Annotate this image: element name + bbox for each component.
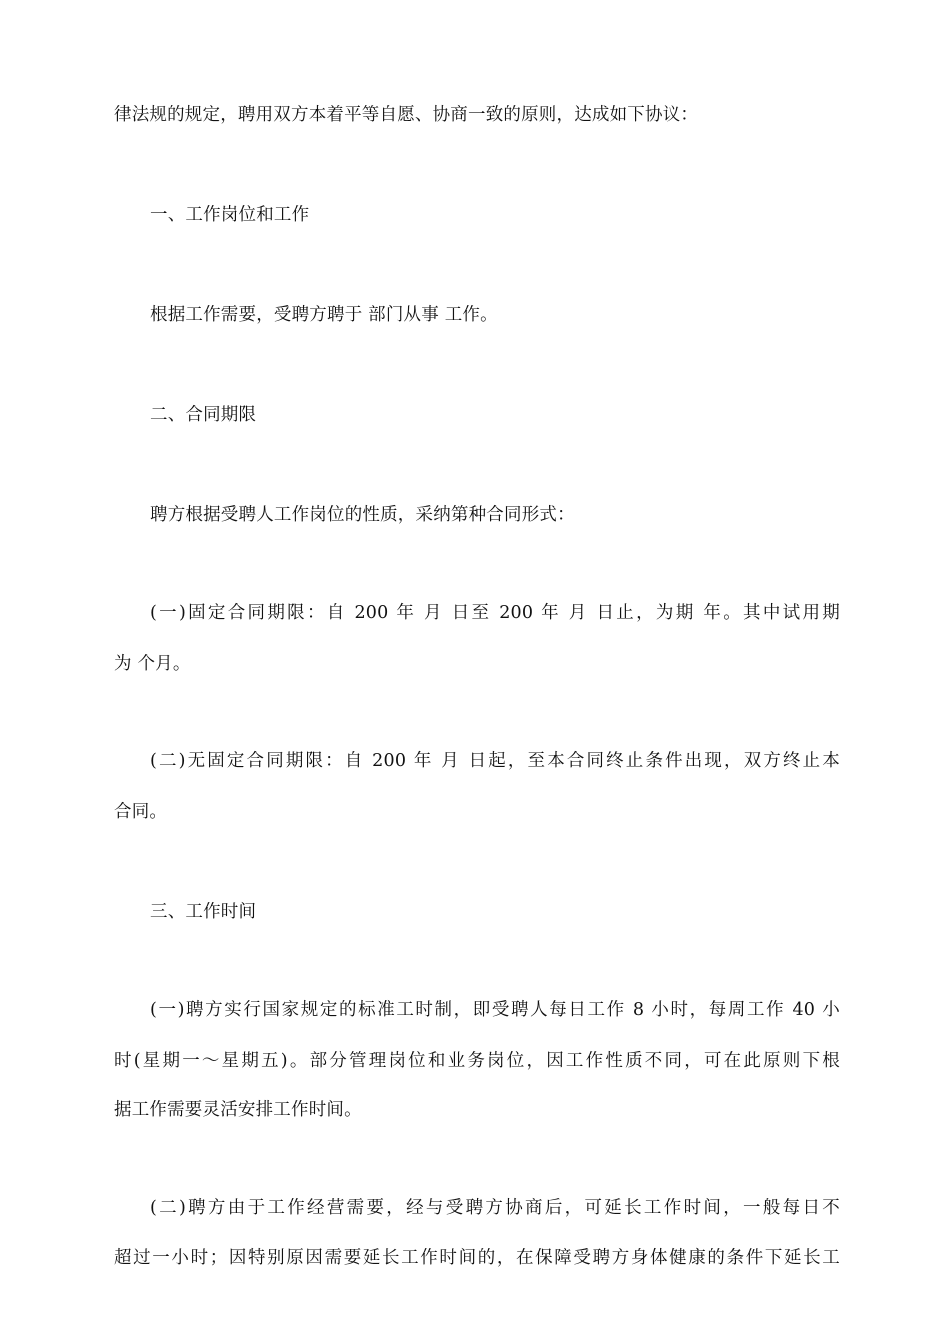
text-line: 律法规的规定，聘用双方本着平等自愿、协商一致的原则，达成如下协议：	[114, 105, 699, 125]
section-heading: 三、工作时间	[150, 902, 257, 922]
text-line: 据工作需要灵活安排工作时间。	[114, 1100, 362, 1120]
text-line: (二)聘方由于工作经营需要，经与受聘方协商后，可延长工作时间，一般每日不	[150, 1198, 840, 1218]
text-line: (一)聘方实行国家规定的标准工时制，即受聘人每日工作 8 小时，每周工作 40 小	[150, 1000, 840, 1020]
text-line: 时(星期一～星期五)。部分管理岗位和业务岗位，因工作性质不同，可在此原则下根	[114, 1051, 840, 1071]
text-line: 根据工作需要，受聘方聘于 部门从事 工作。	[150, 305, 498, 325]
text-line: 为 个月。	[114, 654, 191, 674]
text-line: 聘方根据受聘人工作岗位的性质，采纳第种合同形式：	[150, 505, 575, 525]
section-heading: 一、工作岗位和工作	[150, 205, 310, 225]
text-line: 合同。	[114, 802, 168, 822]
text-line: 超过一小时；因特别原因需要延长工作时间的，在保障受聘方身体健康的条件下延长工	[114, 1248, 840, 1268]
text-line: (二)无固定合同期限：自 200 年 月 日起，至本合同终止条件出现，双方终止本	[150, 751, 840, 771]
text-line: (一)固定合同期限：自 200 年 月 日至 200 年 月 日止，为期 年。其中试用期	[150, 603, 840, 623]
section-heading: 二、合同期限	[150, 405, 257, 425]
